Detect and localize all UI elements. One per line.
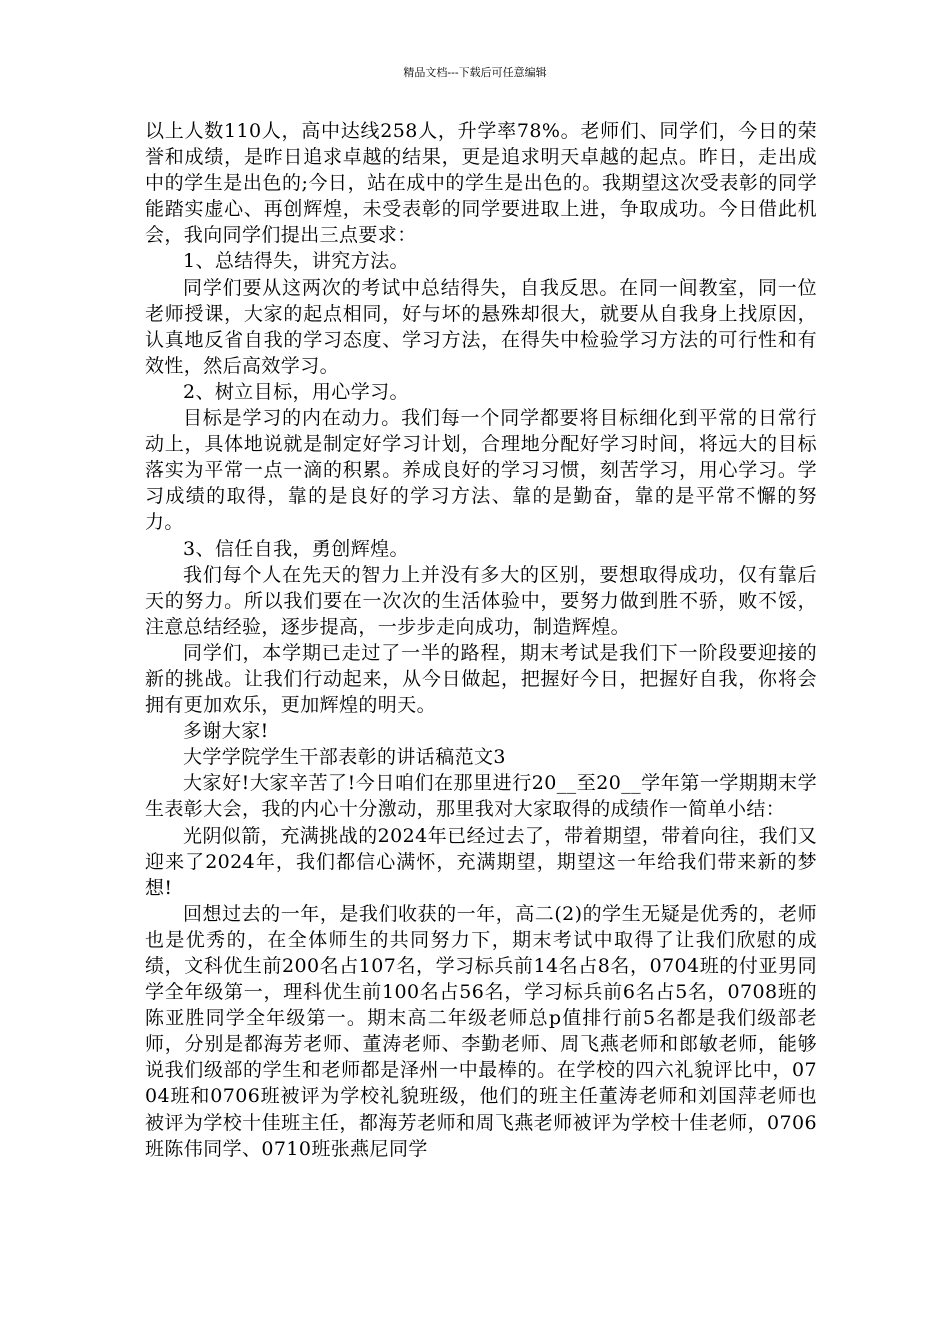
paragraph: 光阴似箭，充满挑战的2024年已经过去了，带着期望，带着向往，我们又迎来了2024年，我们都信心满怀，充满期望，期望这一年给我们带来新的梦想! [145, 824, 817, 899]
paragraph: 我们每个人在先天的智力上并没有多大的区别，要想取得成功，仅有靠后天的努力。所以我们要在一次次的生活体验中，要努力做到胜不骄，败不馁，注意总结经验，逐步提高，一步步走向成功，制造辉煌。 [145, 563, 817, 638]
page-header: 精品文档---下载后可任意编辑 [403, 66, 547, 79]
paragraph: 以上人数110人，高中达线258人，升学率78%。老师们、同学们，今日的荣誉和成绩，是昨日追求卓越的结果，更是追求明天卓越的起点。昨日，走出成中的学生是出色的;今日，站在成中的学生是出色的。我期望这次受表彰的同学能踏实虚心、再创辉煌，未受表彰的同学要进取上进，争取成功。今日借此机会，我向同学们提出三点要求： [145, 120, 817, 247]
section-heading: 2、树立目标，用心学习。 [183, 380, 409, 403]
closing-line: 多谢大家! [183, 720, 269, 743]
paragraph: 同学们要从这两次的考试中总结得失，自我反思。在同一间教室，同一位老师授课，大家的起点相同，好与坏的悬殊却很大，就要从自我身上找原因，认真地反省自我的学习态度、学习方法，在得失中检验学习方法的可行性和有效性，然后高效学习。 [145, 276, 817, 377]
article-title: 大学学院学生干部表彰的讲话稿范文3 [183, 746, 506, 769]
paragraph: 目标是学习的内在动力。我们每一个同学都要将目标细化到平常的日常行动上，具体地说就是制定好学习计划，合理地分配好学习时间，将远大的目标落实为平常一点一滴的积累。养成良好的学习习惯，刻苦学习，用心学习。学习成绩的取得，靠的是良好的学习方法、靠的是勤奋，靠的是平常不懈的努力。 [145, 407, 817, 534]
section-heading: 3、信任自我，勇创辉煌。 [183, 537, 409, 560]
paragraph: 同学们，本学期已走过了一半的路程，期末考试是我们下一阶段要迎接的新的挑战。让我们行动起来，从今日做起，把握好今日，把握好自我，你将会拥有更加欢乐，更加辉煌的明天。 [145, 641, 817, 717]
document-body [145, 118, 817, 1162]
paragraph: 大家好!大家辛苦了!今日咱们在那里进行20__至20__学年第一学期期末学生表彰大会，我的内心十分激动，那里我对大家取得的成绩作一简单小结： [145, 772, 817, 821]
paragraph: 回想过去的一年，是我们收获的一年，高二(2)的学生无疑是优秀的，老师也是优秀的，在全体师生的共同努力下，期末考试中取得了让我们欣慰的成绩，文科优生前200名占107名，学习标兵前14名占8名，0704班的付亚男同学全年级第一，理科优生前100名占56名，学习标兵前6名占5名，0708班的陈亚胜同学全年级第一。期末高二年级老师总p值排行前5名都是我们级部老师，分别是都海芳老师、董涛老师、李勤老师、周飞燕老师和郎敏老师，能够说我们级部的学生和老师都是泽州一中最棒的。在学校的四六礼貌评比中，0704班和0706班被评为学校礼貌班级，他们的班主任董涛老师和刘国萍老师也被评为学校十佳班主任，都海芳老师和周飞燕老师被评为学校十佳老师，0706班陈伟同学、0710班张燕尼同学 [145, 902, 817, 1160]
section-heading: 1、总结得失，讲究方法。 [183, 250, 409, 273]
